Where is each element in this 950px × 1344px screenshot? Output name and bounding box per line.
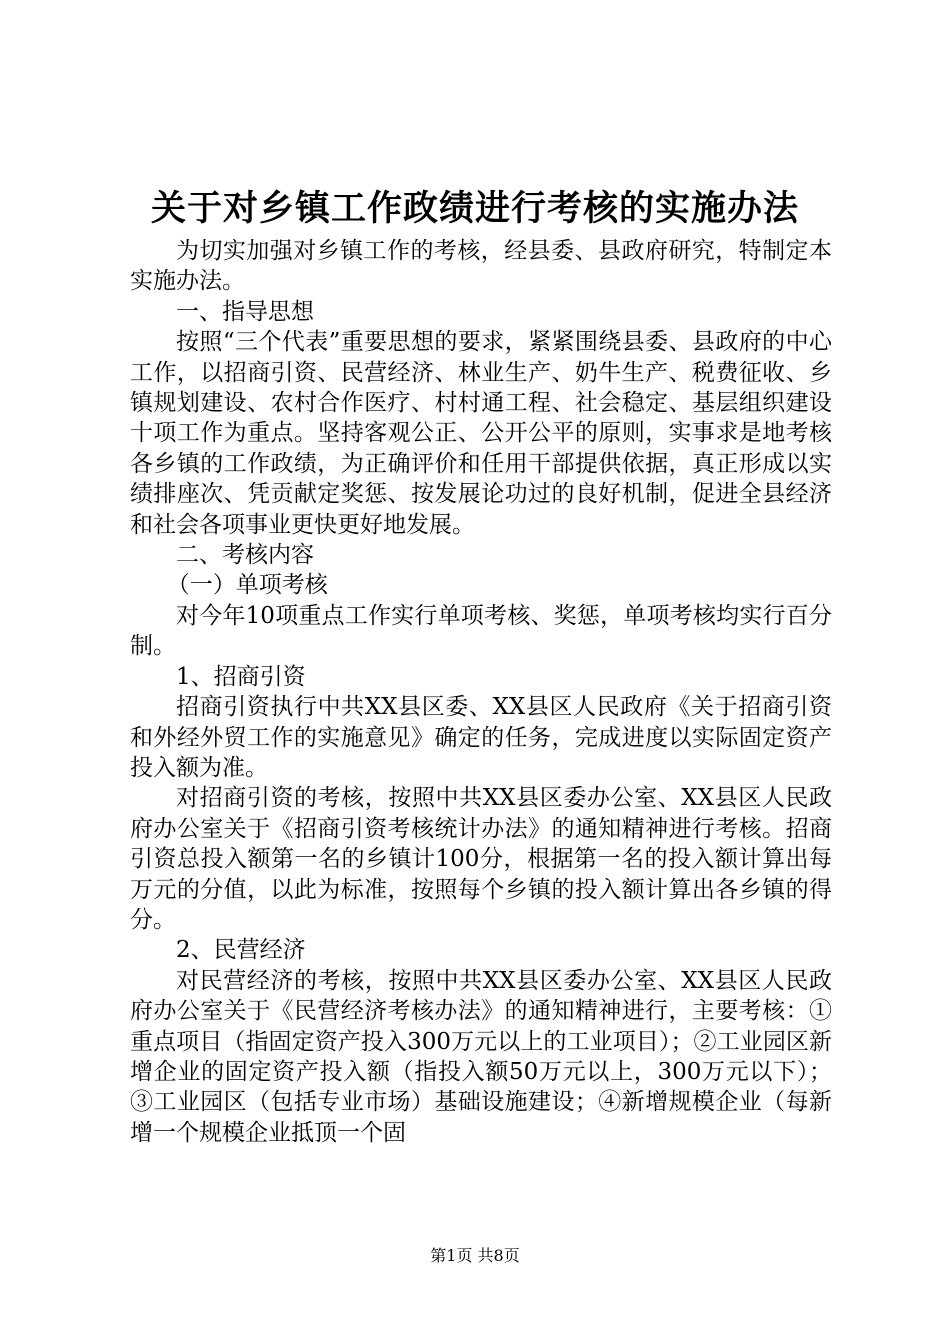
paragraph-intro: 为切实加强对乡镇工作的考核，经县委、县政府研究，特制定本实施办法。: [130, 238, 832, 295]
paragraph-single-assessment: 对今年10项重点工作实行单项考核、奖惩，单项考核均实行百分制。: [130, 602, 832, 660]
heading-investment-attraction: 1、招商引资: [176, 663, 306, 690]
heading-single-assessment: （一）单项考核: [166, 572, 328, 599]
paragraph-investment-assessment: 对招商引资的考核，按照中共XX县区委办公室、XX县区人民政府办公室关于《招商引资考核统计办法》的通知精神进行考核。招商引资总投入额第一名的乡镇计100分，根据第一名的投入额计算出每万元的分值，以此为标准，按照每个乡镇的投入额计算出各乡镇的得分。: [130, 785, 832, 933]
heading-private-economy: 2、民营经济: [176, 937, 306, 964]
heading-guiding-ideology: 一、指导思想: [176, 298, 314, 325]
paragraph-private-economy: 对民营经济的考核，按照中共XX县区委办公室、XX县区人民政府办公室关于《民营经济考核办法》的通知精神进行，主要考核：①重点项目（指固定资产投入300万元以上的工业项目）；②工业园区新增企业的固定资产投入额（指投入额50万元以上，300万元以下）；③工业园区（包括专业市场）基础设施建设；④新增规模企业（每新增一个规模企业抵顶一个固: [130, 967, 832, 1146]
paragraph-guiding-ideology: 按照“三个代表”重要思想的要求，紧紧围绕县委、县政府的中心工作，以招商引资、民营经济、林业生产、奶牛生产、税费征收、乡镇规划建设、农村合作医疗、村村通工程、社会稳定、基层组织建设十项工作为重点。坚持客观公正、公开公平的原则，实事求是地考核各乡镇的工作政绩，为正确评价和任用干部提供依据，真正形成以实绩排座次、凭贡献定奖惩、按发展论功过的良好机制，促进全县经济和社会各项事业更快更好地发展。: [130, 329, 832, 538]
paragraph-investment-attraction: 招商引资执行中共XX县区委、XX县区人民政府《关于招商引资和外经外贸工作的实施意见》确定的任务，完成进度以实际固定资产投入额为准。: [130, 694, 832, 781]
document-title: 关于对乡镇工作政绩进行考核的实施办法: [150, 188, 799, 229]
page-footer: 第1页 共8页: [430, 1246, 520, 1265]
document-body: [130, 236, 832, 1148]
heading-assessment-content: 二、考核内容: [176, 542, 314, 569]
